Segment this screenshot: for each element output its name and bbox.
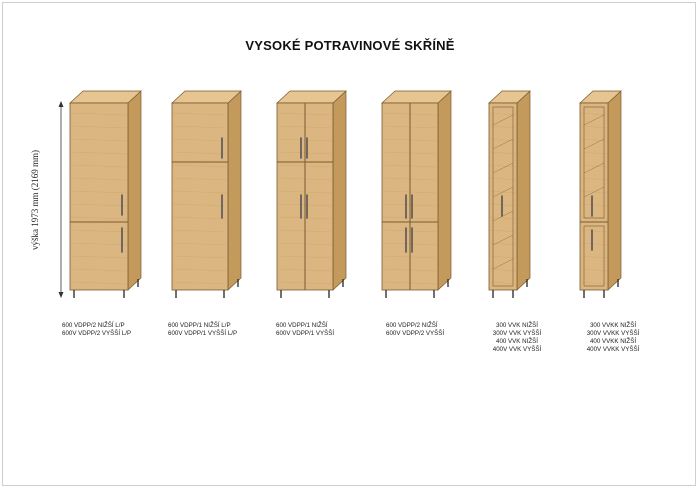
- cabinet-5-label-line-4: 400V VVK VYŠŠÍ: [492, 346, 542, 353]
- cabinet-3-label: [276, 322, 334, 338]
- cabinet-side-panel: [333, 91, 346, 290]
- cabinet-side-panel: [128, 91, 141, 290]
- cabinet-3: [277, 91, 346, 298]
- cabinet-side-panel: [228, 91, 241, 290]
- cabinet-6: [580, 91, 621, 298]
- cabinet-6-label-line-4: 400V VVKK VYŠŠÍ: [586, 346, 640, 353]
- cabinet-3-label-line-1: 600 VDPP/1 NIŽŠÍ: [276, 322, 328, 329]
- cabinet-4-label-line-2: 600V VDPP/2 VYŠŠÍ: [386, 330, 445, 337]
- cabinet-5: [489, 91, 530, 298]
- cabinet-4: [382, 91, 451, 298]
- cabinet-6-label-line-2: 300V VVKK VYŠŠÍ: [586, 330, 640, 337]
- cabinet-side-panel: [438, 91, 451, 290]
- cabinet-1-label-line-1: 600 VDPP/2 NIŽŠÍ L/P: [62, 322, 125, 329]
- height-dimension-line: [59, 101, 64, 298]
- cabinet-2: [172, 91, 241, 298]
- cabinet-5-label-line-3: 400 VVK NIŽŠÍ: [496, 338, 538, 345]
- cabinet-side-panel: [608, 91, 621, 290]
- cabinet-1-label: [62, 322, 131, 338]
- cabinet-1: [70, 91, 141, 298]
- cabinet-5-label-line-2: 300V VVK VYŠŠÍ: [492, 330, 542, 337]
- cabinet-4-label-line-1: 600 VDPP/2 NIŽŠÍ: [386, 322, 438, 329]
- cabinet-5-label-line-1: 300 VVK NIŽŠÍ: [496, 322, 538, 329]
- page-title: VYSOKÉ POTRAVINOVÉ SKŘÍNĚ: [245, 38, 455, 53]
- cabinet-front: [172, 103, 228, 290]
- cabinet-3-label-line-2: 600V VDPP/1 VYŠŠÍ: [276, 330, 335, 337]
- cabinet-2-label-line-2: 600V VDPP/1 VYŠŠÍ L/P: [168, 330, 238, 337]
- cabinet-2-label-line-1: 600 VDPP/1 NIŽŠÍ L/P: [168, 322, 231, 329]
- cabinet-6-label-line-1: 300 VVKK NIŽŠÍ: [589, 322, 637, 329]
- cabinet-top-panel: [70, 91, 141, 103]
- cabinet-6-label-line-3: 400 VVKK NIŽŠÍ: [589, 338, 637, 345]
- cabinet-2-label: [168, 322, 237, 338]
- cabinet-6-label: [578, 322, 648, 354]
- cabinet-4-label: [386, 322, 444, 338]
- cabinet-5-label: [482, 322, 552, 354]
- cabinet-1-label-line-2: 600V VDPP/2 VYŠŠÍ L/P: [62, 330, 132, 337]
- cabinet-front: [70, 103, 128, 290]
- height-dimension-label: výška 1973 mm (2169 mm): [30, 150, 40, 250]
- cabinet-side-panel: [517, 91, 530, 290]
